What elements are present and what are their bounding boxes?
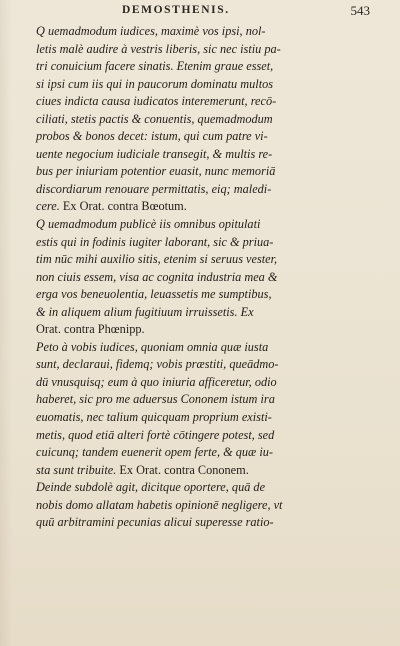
text-line: Deinde subdolè agit, dicitque oportere, quā de [36,480,266,495]
paragraph [36,339,374,479]
text-line: cuicunq; tandem euenerit opem ferte, & quæ iu- [36,445,273,460]
text-line: non ciuis essem, visa ac cognita industria mea & [36,269,278,284]
text-line: tri conuicium facere sinatis. Etenim graue esset, [36,59,274,74]
text-line: dū vnusquisq; eum à quo iniuria afficeretur, odio [36,374,277,389]
page-number: 543 [350,3,370,18]
text-line: nobis domo allatam habetis opinionē negligere, vt [36,497,283,512]
text-line: letis malè audire à vestris liberis, sic nec istiu pa- [36,41,281,56]
text-line: uente negocium iudiciale transegit, & multis re- [36,146,273,161]
text-line: estis qui in fodinis iugiter laborant, sic & priua- [36,234,274,249]
source-reference: Ex Orat. contra Bœotum. [62,199,187,214]
text-line [36,198,374,216]
text-line [36,462,374,480]
text-line: tim nūc mihi auxilio sitis, etenim si seruus vester, [36,252,278,267]
text-line: quū arbitramini pecunias alicui superesse ratio- [36,515,274,530]
text-line: euomatis, nec talium quicquam proprium existi- [36,410,272,425]
paragraph [36,216,374,339]
page-header [0,4,400,20]
text-line: probos & bonos decet: istum, qui cum patre vi- [36,129,268,144]
text-line: si ipsi cum iis qui in paucorum dominatu multos [36,76,274,91]
text-line: metis, quod etiā alteri fortè cōtingere potest, sed [36,427,275,442]
line-text: cere. [36,199,63,214]
text-line: bus per iniuriam potentior euasit, nunc memoriā [36,164,276,179]
text-line: discordiarum renouare permittatis, eiq; maledi- [36,181,272,196]
running-head: DEMOSTHENIS. [122,4,230,16]
text-line: Peto à vobis iudices, quoniam omnia quæ iusta [36,339,269,354]
text-line: Q uemadmodum publicè iis omnibus opitulati [36,217,261,232]
text-line: ciliati, stetis pactis & conuentis, quemadmodum [36,111,273,126]
text-line [36,321,374,339]
text-line: erga vos beneuolentia, leuassetis me sumptibus, [36,287,272,302]
source-reference: Orat. contra Phœnipp. [36,322,145,337]
text-line: Q uemadmodum iudices, maximè vos ipsi, nol- [36,24,266,38]
paragraph [36,479,374,532]
paragraph [36,23,374,216]
text-line: haberet, sic pro me aduersus Cononem istum ira [36,392,275,407]
source-reference: Ex Orat. contra Cononem. [119,462,249,477]
text-line: sunt, declaraui, fidemq; vobis præstiti, queādmo- [36,357,279,372]
line-text: sta sunt tribuite. [36,462,120,477]
text-line: & in aliquem alium fugitiuum irruissetis. Ex [36,304,254,319]
body-text [36,23,374,532]
text-line: ciues indicta causa iudicatos interemerunt, recō- [36,94,277,109]
